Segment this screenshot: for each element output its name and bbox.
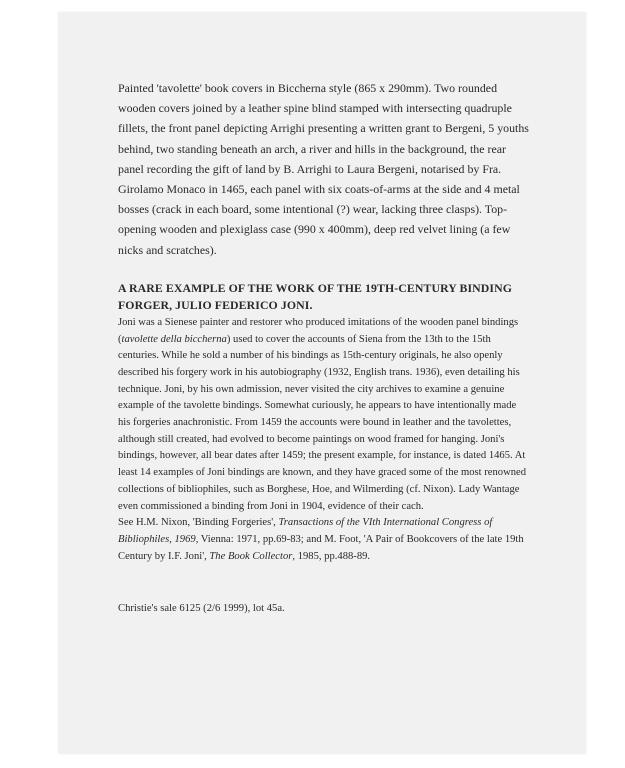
document-content [118, 78, 530, 617]
ref-text-part-1: See H.M. Nixon, 'Binding Forgeries', [118, 517, 279, 529]
body-text-italic-1: tavolette della biccherna [121, 333, 227, 345]
sale-note: Christie's sale 6125 (2/6 1999), lot 45a. [118, 603, 285, 615]
description-paragraph: Painted 'tavolette' book covers in Biccherna style (865 x 290mm). Two rounded wooden covers joined by a leather spine blind stamped with intersecting quadruple fillets, the front panel depicting Arrighi presenting a written grant to Bergeni, 5 youths behind, two standing beneath an arch, a river and hills in the background, the rear panel recording the gift of land by B. Arrighi to Laura Bergeni, notarised by Fra. Girolamo Monaco in 1465, each panel with six coats-of-arms at the side and 4 metal bosses (crack in each board, some intentional (?) wear, lacking three clasps). Top-opening wooden and plexiglass case (990 x 400mm), deep red velvet lining (a few nicks and scratches). [118, 81, 529, 257]
references-paragraph [118, 515, 530, 565]
ref-text-part-3: , 1985, pp.488-89. [292, 550, 371, 562]
body-paragraph [118, 315, 530, 515]
body-text-part-1: Joni was a Sienese painter and restorer who produced imitations of the wooden panel bindings ( [118, 316, 519, 345]
body-text-part-2: ) used to cover the accounts of Siena from the 13th to the 15th centuries. While he sold a number of his bindings as 15th-century originals, he also openly described his forgery work in his autobiography (1932, English trans. 1936), even detailing his technique. Joni, by his own admission, never visited the city archives to examine a genuine example of the tavolette bindings. Somewhat curiously, he appears to have intentionally made his forgeries anachronistic. From 1459 the accounts were bound in leather and the tavolettes, although still created, had evolved to become paintings on wood framed for hanging. Joni's bindings, however, all bear dates after 1459; the present example, for instance, is dated 1465. At least 14 examples of Joni bindings are known, and they have graced some of the most renowned collections of bibliophiles, such as Borghese, Hoe, and Wilmerding (cf. Nixon). Lady Wantage even commissioned a binding from Joni in 1904, evidence of their cach. [118, 333, 527, 512]
ref-italic-1: Transactions of the VIth International Congress of Bibliophiles, 1969 [118, 517, 493, 545]
ref-italic-2: The Book Collector [209, 550, 293, 562]
document-page [58, 12, 586, 754]
ref-text-part-2: , Vienna: 1971, pp.69-83; and M. Foot, 'A Pair of Bookcovers of the late 19th Century by I.F. Joni', [118, 533, 524, 562]
section-heading: A RARE EXAMPLE OF THE WORK OF THE 19TH-CENTURY BINDING FORGER, JULIO FEDERICO JONI. [118, 280, 512, 312]
